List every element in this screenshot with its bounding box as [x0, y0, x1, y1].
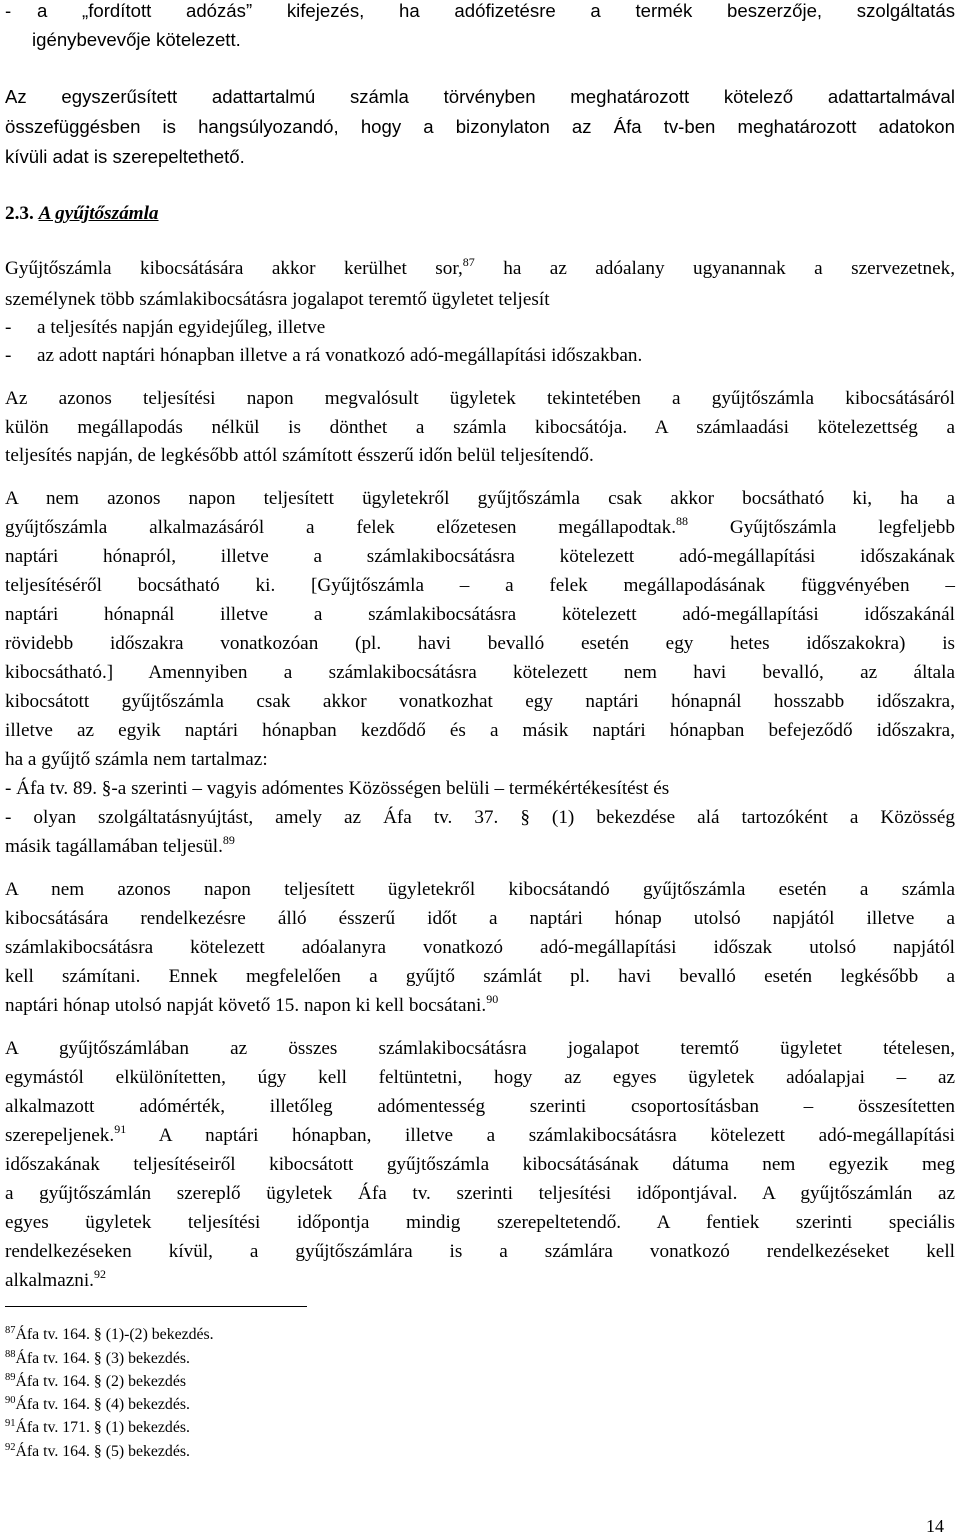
- text-line: [5, 804, 955, 832]
- text-line: [5, 485, 955, 513]
- footnote: [5, 1442, 190, 1462]
- text-line: [5, 286, 955, 314]
- text-line: [5, 630, 955, 658]
- line-text: naptári hónapnál illetve a számlakibocsátásra kötelezett adó-megállapítási időszakánál: [5, 604, 955, 625]
- text-line: [5, 255, 955, 283]
- page-number: 14: [926, 1516, 944, 1536]
- text-line: [5, 934, 955, 962]
- footnote-text: Áfa tv. 164. § (2) bekezdés: [15, 1373, 186, 1390]
- footnote-ref[interactable]: 90: [486, 992, 499, 1006]
- line-text: A nem azonos napon teljesített ügyletekről gyűjtőszámla csak akkor bocsátható ki, ha a: [5, 488, 955, 509]
- footnote-number: 89: [5, 1372, 16, 1383]
- footnote-text: Áfa tv. 164. § (4) bekezdés.: [15, 1396, 190, 1413]
- line-text: teljesítéséről bocsátható ki. [Gyűjtőszámla – a felek megállapodásának függvényében –: [5, 575, 955, 596]
- footnote-text: Áfa tv. 171. § (1) bekezdés.: [15, 1419, 190, 1436]
- line-text: ha az adóalany ugyanannak a szervezetnek,: [474, 258, 956, 279]
- footnote: [5, 1349, 190, 1369]
- footnote-ref[interactable]: 92: [93, 1267, 106, 1281]
- line-text: külön megállapodás nélkül is dönthet a számla kibocsátója. A számlaadási kötelezettség a: [5, 417, 955, 438]
- footnote-text: Áfa tv. 164. § (1)-(2) bekezdés.: [15, 1326, 214, 1343]
- footnote-ref[interactable]: 87: [462, 255, 475, 269]
- footnote-number: 88: [5, 1349, 16, 1360]
- footnote-number: 92: [5, 1442, 16, 1453]
- line-text: Gyűjtőszámla legfeljebb: [688, 517, 955, 538]
- text-line: [5, 113, 955, 141]
- line-text: ha a gyűjtő számla nem tartalmaz:: [5, 749, 268, 770]
- list-dash: -: [5, 345, 12, 366]
- line-text: kibocsátására rendelkezésre álló ésszerű időt a naptári hónap utolsó napjától illetve a: [5, 908, 955, 929]
- line-text: időszakának teljesítéseiről kibocsátott gyűjtőszámla kibocsátásának dátuma nem egyezik meg: [5, 1154, 955, 1175]
- text-line: [5, 342, 955, 370]
- text-line: [5, 717, 955, 745]
- line-text: A nem azonos napon teljesített ügyletekről kibocsátandó gyűjtőszámla esetén a számla: [5, 879, 955, 900]
- text-line: [5, 514, 955, 542]
- text-line: [5, 688, 955, 716]
- line-text: gyűjtőszámla alkalmazásáról a felek előzetesen megállapodtak.: [5, 517, 677, 538]
- section-number: 2.3.: [5, 203, 34, 224]
- footnote-number: 90: [5, 1395, 16, 1406]
- text-line: [5, 1122, 955, 1150]
- section-title: A gyűjtőszámla: [38, 203, 159, 224]
- list-dash: -: [5, 317, 12, 338]
- line-text: kell számítani. Ennek megfelelően a gyűjtő számlát pl. havi bevalló esetén legkésőbb a: [5, 966, 955, 987]
- footnote-ref[interactable]: 88: [676, 514, 689, 528]
- line-text: a gyűjtőszámlán szereplő ügyletek Áfa tv. szerinti teljesítési időpontjával. A gyűjtőszámlán az: [5, 1183, 955, 1204]
- footnote-number: 87: [5, 1325, 16, 1336]
- footnote: [5, 1372, 186, 1392]
- line-text: illetve az egyik naptári hónapban kezdődő és a másik naptári hónapban befejeződő időszakra,: [5, 720, 955, 741]
- line-text: kibocsátható.] Amennyiben a számlakibocsátásra kötelezett nem havi bevalló, az általa: [5, 662, 955, 683]
- text-line: [5, 1035, 955, 1063]
- line-text: teljesítés napján, de legkésőbb attól számított ésszerű időn belül teljesítendő.: [5, 445, 594, 466]
- footnote: [5, 1325, 214, 1345]
- line-text: Gyűjtőszámla kibocsátására akkor kerülhet sor,: [5, 258, 463, 279]
- text-line: [5, 1238, 955, 1266]
- text-line: [5, 659, 955, 687]
- text-line: [5, 1064, 955, 1092]
- line-text: másik tagállamában teljesül.: [5, 836, 223, 857]
- line-text: alkalmazni.: [5, 1270, 94, 1291]
- footnote-ref[interactable]: 89: [222, 833, 235, 847]
- line-text: - Áfa tv. 89. §-a szerinti – vagyis adómentes Közösségen belüli – termékértékesítést és: [5, 778, 670, 799]
- line-text: rendelkezéseken kívül, a gyűjtőszámlára is a számlára vonatkozó rendelkezéseket kell: [5, 1241, 955, 1262]
- text-line: [5, 543, 955, 571]
- text-line: [5, 1209, 955, 1237]
- text-line: [5, 0, 955, 25]
- line-text: összefüggésben is hangsúlyozandó, hogy a bizonylaton az Áfa tv-ben meghatározott adatokon: [5, 116, 955, 137]
- text-line: [5, 905, 955, 933]
- line-text: rövidebb időszakra vonatkozóan (pl. havi bevalló esetén egy hetes időszakokra) is: [5, 633, 955, 654]
- text-line: [5, 1151, 955, 1179]
- text-line: [5, 1267, 955, 1295]
- text-line: [5, 601, 955, 629]
- footnote-separator: [5, 1306, 307, 1307]
- text-line: [5, 143, 955, 171]
- text-line: [5, 963, 955, 991]
- text-line: [5, 992, 955, 1020]
- footnote: [5, 1418, 190, 1438]
- text-line: [5, 83, 955, 111]
- line-text: kívüli adat is szerepeltethető.: [5, 146, 245, 167]
- line-text: egymástól elkülönítetten, úgy kell feltüntetni, hogy az egyes ügyletek adóalapjai – az: [5, 1067, 955, 1088]
- text-line: [5, 442, 955, 470]
- footnote: [5, 1395, 190, 1415]
- text-line: [5, 385, 955, 413]
- line-text: Az azonos teljesítési napon megvalósult ügyletek tekintetében a gyűjtőszámla kibocsátásáról: [5, 388, 955, 409]
- footnote-number: 91: [5, 1418, 16, 1429]
- section-heading: [5, 200, 955, 228]
- line-text: naptári hónap utolsó napját követő 15. napon ki kell bocsátani.: [5, 995, 487, 1016]
- line-text: egyes ügyletek teljesítési időpontja mindig szerepeltetendő. A fentiek szerinti speciális: [5, 1212, 955, 1233]
- text-line: [32, 26, 955, 54]
- line-text: A gyűjtőszámlában az összes számlakibocsátásra jogalapot teremtő ügyletet tételesen,: [5, 1038, 955, 1059]
- footnote-ref[interactable]: 91: [114, 1122, 127, 1136]
- text-line: [5, 572, 955, 600]
- text-line: [5, 746, 955, 774]
- list-dash: -: [5, 0, 12, 21]
- footnote-text: Áfa tv. 164. § (5) bekezdés.: [15, 1443, 190, 1460]
- text-line: [5, 414, 955, 442]
- line-text: számlakibocsátásra kötelezett adóalanyra vonatkozó adó-megállapítási időszak utolsó napjától: [5, 937, 955, 958]
- line-text: alkalmazott adómérték, illetőleg adómentesség szerinti csoportosításban – összesítetten: [5, 1096, 955, 1117]
- text-line: [5, 314, 955, 342]
- line-text: igénybevevője kötelezett.: [32, 29, 241, 50]
- line-text: személynek több számlakibocsátásra jogalapot teremtő ügyletet teljesít: [5, 289, 550, 310]
- text-line: [5, 1180, 955, 1208]
- line-text: az adott naptári hónapban illetve a rá vonatkozó adó-megállapítási időszakban.: [37, 345, 643, 366]
- line-text: a teljesítés napján egyidejűleg, illetve: [37, 317, 326, 338]
- text-line: [5, 775, 955, 803]
- line-text: a „fordított adózás” kifejezés, ha adófizetésre a termék beszerzője, szolgáltatás: [37, 0, 955, 21]
- text-line: [5, 833, 955, 861]
- text-line: [5, 876, 955, 904]
- line-text: Az egyszerűsített adattartalmú számla törvényben meghatározott kötelező adattartalmával: [5, 86, 955, 107]
- line-text: szerepeljenek.: [5, 1125, 115, 1146]
- line-text: naptári hónapról, illetve a számlakibocsátásra kötelezett adó-megállapítási időszakának: [5, 546, 955, 567]
- text-line: [5, 1093, 955, 1121]
- line-text: - olyan szolgáltatásnyújtást, amely az Áfa tv. 37. § (1) bekezdése alá tartozóként a Közösség: [5, 807, 955, 828]
- footnote-text: Áfa tv. 164. § (3) bekezdés.: [15, 1350, 190, 1367]
- line-text: kibocsátott gyűjtőszámla csak akkor vonatkozhat egy naptári hónapnál hosszabb időszakra,: [5, 691, 955, 712]
- line-text: A naptári hónapban, illetve a számlakibocsátásra kötelezett adó-megállapítási: [126, 1125, 955, 1146]
